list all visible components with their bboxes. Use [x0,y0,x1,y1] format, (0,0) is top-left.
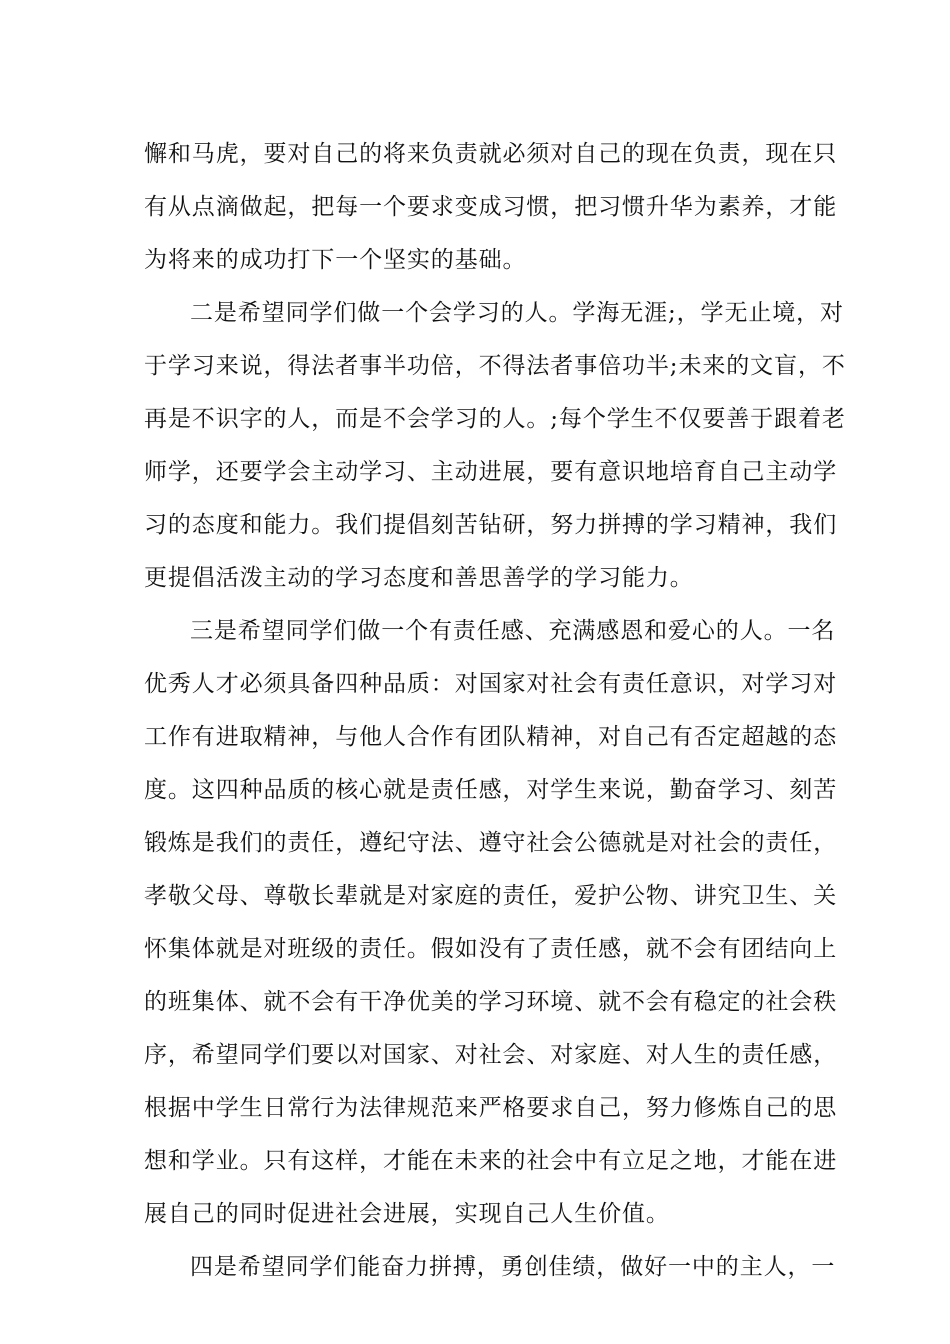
text-line: 怀集体就是对班级的责任。假如没有了责任感，就不会有团结向上 [144,936,838,962]
text-line: 优秀人才必须具备四种品质：对国家对社会有责任意识，对学习对 [144,671,838,697]
text-line: 锻炼是我们的责任，遵纪守法、遵守社会公德就是对社会的责任， [144,830,838,856]
text-line: 更提倡活泼主动的学习态度和善思善学的学习能力。 [144,565,694,591]
text-line: 四是希望同学们能奋力拼搏，勇创佳绩，做好一中的主人，一 [190,1254,836,1280]
text-line: 再是不识字的人，而是不会学习的人。;每个学生不仅要善于跟着老 [144,406,846,432]
paragraph-2 [144,287,846,605]
body-text [144,128,846,1294]
text-line: 的班集体、就不会有干净优美的学习环境、就不会有稳定的社会秩 [144,989,838,1015]
text-line: 序，希望同学们要以对国家、对社会、对家庭、对人生的责任感， [144,1042,838,1068]
text-line: 三是希望同学们做一个有责任感、充满感恩和爱心的人。一名 [190,618,836,644]
text-line: 为将来的成功打下一个坚实的基础。 [144,247,527,273]
text-line: 工作有进取精神，与他人合作有团队精神，对自己有否定超越的态 [144,724,838,750]
text-line: 习的态度和能力。我们提倡刻苦钻研，努力拼搏的学习精神，我们 [144,512,838,538]
text-line: 孝敬父母、尊敬长辈就是对家庭的责任，爱护公物、讲究卫生、关 [144,883,838,909]
text-line: 根据中学生日常行为法律规范来严格要求自己，努力修炼自己的思 [144,1095,838,1121]
text-line: 有从点滴做起，把每一个要求变成习惯，把习惯升华为素养，才能 [144,194,838,220]
text-line: 师学，还要学会主动学习、主动进展，要有意识地培育自己主动学 [144,459,838,485]
text-line: 度。这四种品质的核心就是责任感，对学生来说，勤奋学习、刻苦 [144,777,838,803]
paragraph-3 [144,605,838,1241]
text-line: 展自己的同时促进社会进展，实现自己人生价值。 [144,1201,670,1227]
text-line: 想和学业。只有这样，才能在未来的社会中有立足之地，才能在进 [144,1148,838,1174]
paragraph-4 [144,1241,836,1294]
text-line: 懈和马虎，要对自己的将来负责就必须对自己的现在负责，现在只 [144,141,838,167]
text-line: 二是希望同学们做一个会学习的人。学海无涯;，学无止境，对 [190,300,844,326]
text-line: 于学习来说，得法者事半功倍，不得法者事倍功半;未来的文盲，不 [144,353,846,379]
paragraph-1 [144,128,838,287]
